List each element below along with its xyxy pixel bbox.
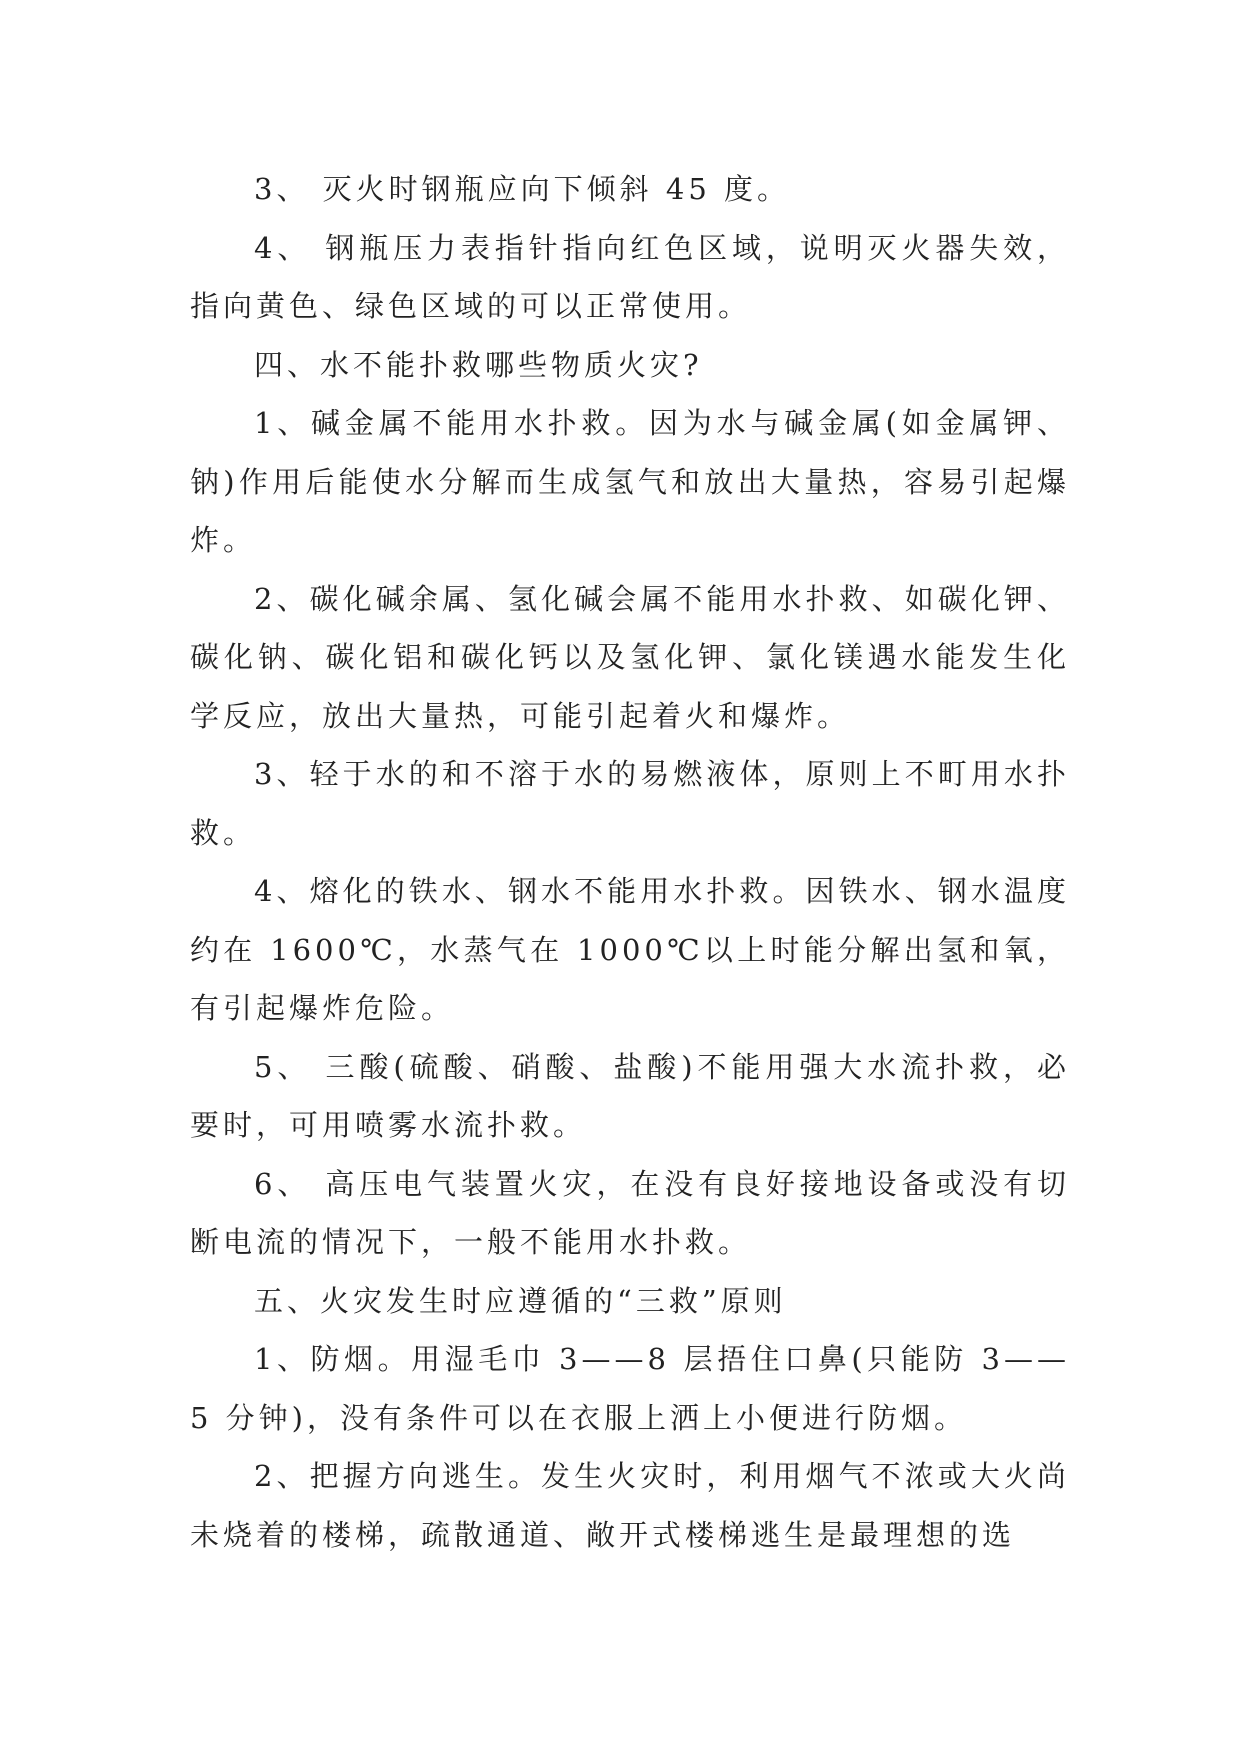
- paragraph-three-acids: 5、 三酸(硫酸、硝酸、盐酸)不能用强大水流扑救，必要时，可用喷雾水流扑救。: [190, 1049, 1070, 1142]
- paragraph-flammable-liquids: 3、轻于水的和不溶于水的易燃液体，原则上不町用水扑救。: [190, 757, 1070, 850]
- paragraph-extinguisher-tilt: 3、 灭火时钢瓶应向下倾斜 45 度。: [254, 172, 791, 206]
- section-heading-water-unsuitable: 四、水不能扑救哪些物质火灾?: [254, 347, 703, 382]
- document-body: [190, 160, 1070, 1564]
- paragraph-high-voltage: 6、 高压电气装置火灾，在没有良好接地设备或没有切断电流的情况下，一般不能用水扑救。: [190, 1166, 1070, 1259]
- paragraph-molten-metal: 4、熔化的铁水、钢水不能用水扑救。因铁水、钢水温度约在 1600℃，水蒸气在 1000℃以上时能分解出氢和氧，有引起爆炸危险。: [190, 874, 1070, 1025]
- paragraph-pressure-gauge: 4、 钢瓶压力表指针指向红色区域，说明灭火器失效，指向黄色、绿色区域的可以正常使用。: [190, 230, 1070, 323]
- paragraph-alkali-metals: 1、碱金属不能用水扑救。因为水与碱金属(如金属钾、钠)作用后能使水分解而生成氢气和放出大量热，容易引起爆炸。: [190, 406, 1070, 557]
- paragraph-escape-direction: 2、把握方向逃生。发生火灾时，利用烟气不浓或大火尚未烧着的楼梯，疏散通道、敞开式楼梯逃生是最理想的选: [190, 1459, 1070, 1552]
- paragraph-carbides-hydrides: 2、碳化碱余属、氢化碱会属不能用水扑救、如碳化钾、碳化钠、碳化铝和碳化钙以及氢化钾、氯化镁遇水能发生化学反应，放出大量热，可能引起着火和爆炸。: [190, 581, 1070, 733]
- paragraph-smoke-protection: 1、防烟。用湿毛巾 3——8 层捂住口鼻(只能防 3——5 分钟)，没有条件可以在衣服上洒上小便进行防烟。: [190, 1342, 1070, 1435]
- section-heading-three-rescues: 五、火灾发生时应遵循的“三救”原则: [254, 1283, 787, 1318]
